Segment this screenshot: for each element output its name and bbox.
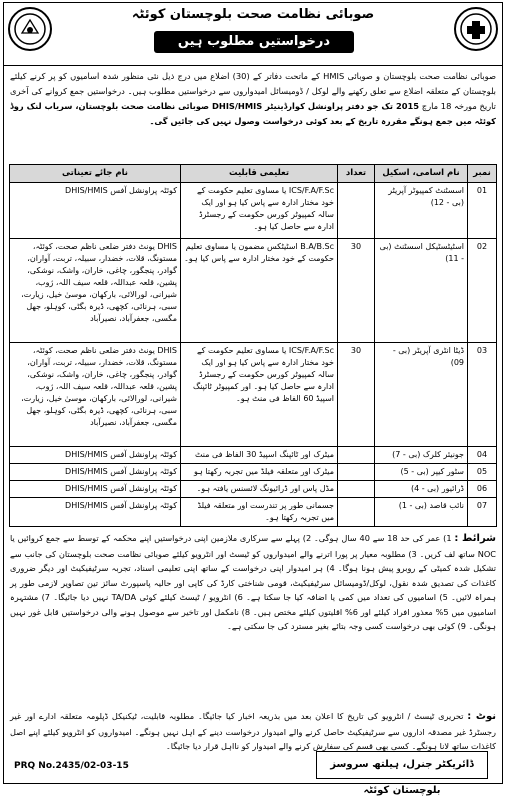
row-post: نائب قاصد (بی - 1) bbox=[375, 498, 468, 527]
row-number: 02 bbox=[468, 239, 497, 343]
col-count: تعداد bbox=[338, 165, 375, 183]
row-place: کوئٹہ پراونشل آفس DHIS/HMIS bbox=[10, 464, 181, 481]
row-count bbox=[338, 447, 375, 464]
table-row bbox=[10, 183, 497, 239]
row-place: DHIS یونٹ دفتر ضلعی ناظم صحت، کوئٹہ، مستونگ، قلات، خضدار، سبیلہ، تربت، آواران، گوادر، پنجگور، چاغی، خاران، واشک، نوشکی، پشین، قلعہ عبداللہ، قلعہ سیف اللہ، ژوب، شیرانی، لورالائی، بارکھان، موسیٰ خیل، زیارت، سبی، ہرنائی، کچھی، ڈیرہ بگٹی، کوہلو، جھل مگسی، جعفرآباد، نصیرآباد bbox=[10, 343, 181, 447]
row-count bbox=[338, 183, 375, 239]
row-post: اسسٹنٹ کمپیوٹر آپریٹر (بی - 12) bbox=[375, 183, 468, 239]
col-place: نام جائے تعیناتی bbox=[10, 165, 181, 183]
row-place: کوئٹہ پراونشل آفس DHIS/HMIS bbox=[10, 183, 181, 239]
row-count bbox=[338, 481, 375, 498]
row-qualification: B.A/B.Sc اسٹیٹکس مضمون یا مساوی تعلیم حکومت کے خود مختار ادارہ سے پاس کیا ہو۔ bbox=[181, 239, 338, 343]
row-number: 05 bbox=[468, 464, 497, 481]
header bbox=[4, 3, 502, 66]
row-count bbox=[338, 464, 375, 481]
row-number: 03 bbox=[468, 343, 497, 447]
table-header-row bbox=[10, 165, 497, 183]
intro-text: صوبائی نظامت صحت بلوچستان و صوبائی HMIS کے ماتحت دفاتر کے (30) اضلاع میں درج ذیل نئی منظور شدہ اسامیوں کو پر کرنے کیلئے بلوچستان کے متعلقہ اضلاع سے تعلق رکھنے والے لوکل / ڈومیسائل امیدواروں سے درخواستیں مطلوب ہیں۔ درخواستیں جمع کروانے کی آخری تاریخ مورخہ 18 مارچ bbox=[10, 71, 496, 111]
table-row bbox=[10, 464, 497, 481]
table-row bbox=[10, 498, 497, 527]
vacancy-banner: درخواستیں مطلوب ہیں bbox=[154, 31, 354, 53]
table-row bbox=[10, 343, 497, 447]
row-post: ڈرائیور (بی - 4) bbox=[375, 481, 468, 498]
row-post: سٹور کیپر (بی - 5) bbox=[375, 464, 468, 481]
row-qualification: میٹرک اور متعلقہ فیلڈ میں تجربہ رکھتا ہو bbox=[181, 464, 338, 481]
row-place: کوئٹہ پراونشل آفس DHIS/HMIS bbox=[10, 447, 181, 464]
note-label: نوٹ : bbox=[467, 711, 496, 722]
col-post: نام اسامی، اسکیل bbox=[375, 165, 468, 183]
row-qualification: جسمانی طور پر تندرست اور متعلقہ فیلڈ میں تجربہ رکھتا ہو۔ bbox=[181, 498, 338, 527]
note-text: تحریری ٹیسٹ / انٹرویو کی تاریخ کا اعلان بعد میں بذریعہ اخبار کیا جائیگا۔ مطلوبہ قابلیت، ٹیکنیکل ڈپلومہ متعلقہ ادارے اور غیر رجسٹرڈ غیر مصدقہ اداروں سے سرٹیفیکیٹ حاصل کرنے والے امیدوار درخواست دینے کے اہل نہیں ہونگے۔ امیدواروں کو انٹرویو کیلئے اپنے اصل کاغذات ساتھ لانا ہونگے۔ کسی بھی قسم کی سفارش کرنے والے امیدوار کو نااہل قرار دیا جائیگا۔ bbox=[10, 711, 496, 751]
prq-number: PRQ No.2435/02-03-15 bbox=[14, 761, 129, 771]
intro-paragraph bbox=[4, 66, 502, 164]
table-row bbox=[10, 481, 497, 498]
terms-label: شرائط : bbox=[454, 533, 496, 544]
row-number: 04 bbox=[468, 447, 497, 464]
row-number: 06 bbox=[468, 481, 497, 498]
row-qualification: ICS/F.A/F.Sc یا مساوی تعلیم حکومت کے خود مختار ادارہ سے پاس کیا ہو اور ایک سالہ کمپیوٹر کورس حکومت کے رجسٹرڈ ادارہ سے حاصل کیا ہو۔ bbox=[181, 183, 338, 239]
row-count bbox=[338, 498, 375, 527]
table-row bbox=[10, 447, 497, 464]
table-row bbox=[10, 239, 497, 343]
row-place: کوئٹہ پراونشل آفس DHIS/HMIS bbox=[10, 498, 181, 527]
col-number: نمبر bbox=[468, 165, 497, 183]
row-count: 30 bbox=[338, 239, 375, 343]
advertisement-page bbox=[3, 2, 503, 796]
row-qualification: میٹرک اور ٹائپنگ اسپیڈ 30 الفاظ فی منٹ bbox=[181, 447, 338, 464]
vacancy-table bbox=[9, 164, 497, 527]
row-post: جونیئر کلرک (بی - 7) bbox=[375, 447, 468, 464]
terms-text: 1) عمر کی حد 18 سے 40 سال ہوگی۔ 2) پہلے سے سرکاری ملازمین اپنی درخواستیں اپنے محکمہ کے توسط سے جمع کروائیں یا NOC ساتھ لف کریں۔ 3) مطلوبہ معیار پر پورا اترنے والے امیدواروں کو ٹیسٹ اور انٹرویو کیلئے صوبائی نظامت صحت بلوچستان کی جانب سے تشکیل شدہ کمیٹی کے روبرو پیش ہونا ہوگا۔ 4) ہر امیدوار اپنی درخواست کے ساتھ اپنی تعلیمی اسناد، تجربہ سرٹیفیکیٹ اور دیگر ضروری کاغذات کی تصدیق شدہ نقول، لوکل/ڈومیسائل سرٹیفیکیٹ، قومی شناختی کارڈ کی کاپی اور حالیہ پاسپورٹ سائز تین تصاویر لازمی طور پر ہمراہ لائیں۔ 5) اسامیوں کی تعداد میں کمی یا اضافہ کیا جا سکتا ہے۔ 6) انٹرویو / ٹیسٹ کیلئے کوئی TA/DA نہیں دیا جائیگا۔ 7) مشتہرہ اسامیوں میں 5% معذور افراد کیلئے اور 6% اقلیتوں کیلئے مختص ہیں۔ 8) نامکمل اور تاخیر سے موصول ہونے والی درخواستیں قابل غور نہیں ہونگی۔ 9) کوئی بھی درخواست کسی وجہ بتائے بغیر مسترد کی جا سکتی ہے۔ bbox=[10, 533, 496, 631]
row-qualification: مڈل پاس اور ڈرائیونگ لائسنس یافتہ ہو۔ bbox=[181, 481, 338, 498]
footer bbox=[4, 749, 502, 796]
row-number: 07 bbox=[468, 498, 497, 527]
row-place: DHIS یونٹ دفتر ضلعی ناظم صحت، کوئٹہ، مستونگ، قلات، خضدار، سبیلہ، تربت، آواران، گوادر، پنجگور، چاغی، خاران، واشک، نوشکی، پشین، قلعہ عبداللہ، قلعہ سیف اللہ، ژوب، شیرانی، لورالائی، بارکھان، موسیٰ خیل، زیارت، سبی، ہرنائی، کچھی، ڈیرہ بگٹی، کوہلو، جھل مگسی، جعفرآباد، نصیرآباد bbox=[10, 239, 181, 343]
col-qualification: تعلیمی قابلیت bbox=[181, 165, 338, 183]
terms-section bbox=[4, 527, 502, 709]
row-qualification: ICS/F.A/F.Sc یا مساوی تعلیم حکومت کے خود مختار ادارہ سے پاس کیا ہو اور ایک سالہ کمپیوٹر کورس حکومت کے رجسٹرڈ ادارہ سے حاصل کیا ہو۔ اور کمپیوٹر ٹائپنگ اسپیڈ 60 الفاظ فی منٹ ہو۔ bbox=[181, 343, 338, 447]
row-post: ڈیٹا انٹری آپریٹر (بی - 09) bbox=[375, 343, 468, 447]
row-number: 01 bbox=[468, 183, 497, 239]
government-seal-icon bbox=[8, 7, 52, 51]
org-name: صوبائی نظامت صحت بلوچستان کوئٹہ bbox=[131, 7, 375, 22]
intro-text-deadline: 2015 تک جو دفتر پراونشل کوارڈینیٹر DHIS/HMIS صوبائی نظامت صحت بلوچستان، سریاب لنک روڈ کوئٹہ میں جمع ہونگے مقررہ تاریخ کے بعد کوئی درخواست وصول نہیں کی جائیں گی۔ bbox=[10, 101, 496, 126]
row-count: 30 bbox=[338, 343, 375, 447]
row-place: کوئٹہ پراونشل آفس DHIS/HMIS bbox=[10, 481, 181, 498]
row-post: اسٹیٹسٹیکل اسسٹنٹ (بی - 11) bbox=[375, 239, 468, 343]
signature-box: ڈائریکٹر جنرل، ہیلتھ سروسز بلوچستان کوئٹہ bbox=[316, 751, 488, 779]
health-department-logo-icon bbox=[454, 7, 498, 51]
